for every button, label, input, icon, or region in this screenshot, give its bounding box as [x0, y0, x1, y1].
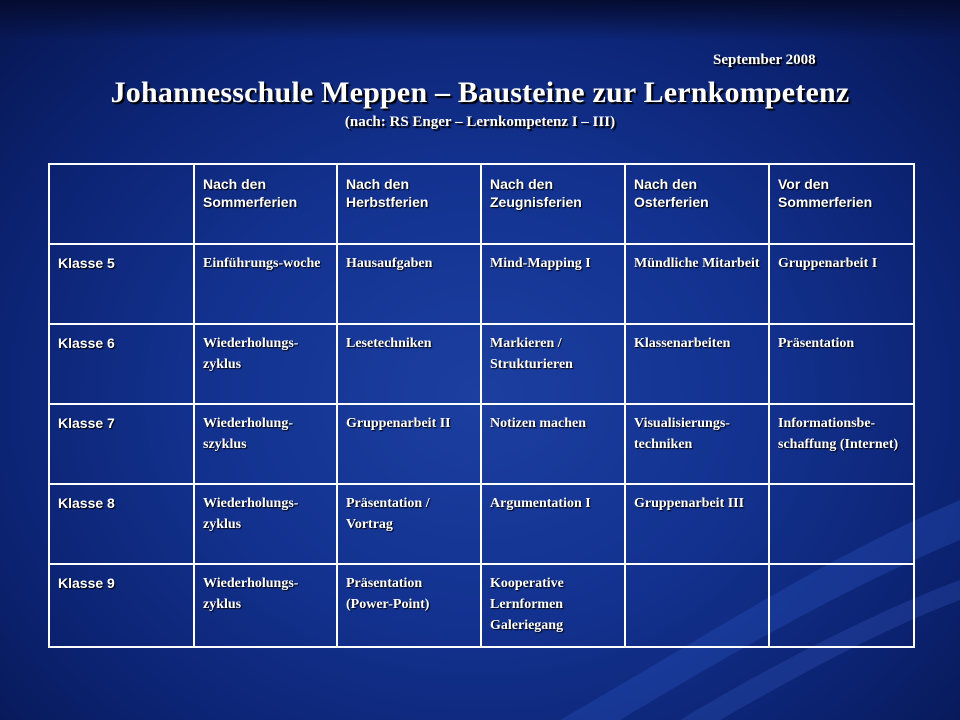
table-cell: Wiederholungs-zyklus	[194, 324, 337, 404]
table-row	[49, 244, 914, 324]
table-cell: Informationsbe-schaffung (Internet)	[769, 404, 914, 484]
table-cell: Wiederholungs-zyklus	[194, 484, 337, 564]
table-cell: Wiederholungs-zyklus	[194, 564, 337, 647]
table-cell: Visualisierungs-techniken	[625, 404, 769, 484]
table-cell	[625, 564, 769, 647]
table-row	[49, 484, 914, 564]
table-cell: Notizen machen	[481, 404, 625, 484]
header-cell-corner	[49, 164, 194, 244]
slide-title: Johannesschule Meppen – Bausteine zur Lernkompetenz	[110, 76, 850, 109]
table-header-row	[49, 164, 914, 244]
table-cell: Präsentation	[769, 324, 914, 404]
table-cell: Gruppenarbeit III	[625, 484, 769, 564]
table-cell: Lesetechniken	[337, 324, 481, 404]
slide-subtitle: (nach: RS Enger – Lernkompetenz I – III)	[344, 114, 616, 130]
table-row	[49, 324, 914, 404]
header-cell: Nach den Sommerferien	[194, 164, 337, 244]
row-label: Klasse 7	[49, 404, 194, 484]
table-cell: Argumentation I	[481, 484, 625, 564]
table-cell: Mündliche Mitarbeit	[625, 244, 769, 324]
row-label: Klasse 8	[49, 484, 194, 564]
table-cell: Gruppenarbeit II	[337, 404, 481, 484]
slide-date: September 2008	[713, 52, 816, 68]
header-cell: Nach den Herbstferien	[337, 164, 481, 244]
table-cell: Wiederholung-szyklus	[194, 404, 337, 484]
table-row	[49, 404, 914, 484]
row-label: Klasse 5	[49, 244, 194, 324]
table-cell: Gruppenarbeit I	[769, 244, 914, 324]
table-cell: Hausaufgaben	[337, 244, 481, 324]
table-cell: Kooperative Lernformen Galeriegang	[481, 564, 625, 647]
table-cell: Klassenarbeiten	[625, 324, 769, 404]
lernkompetenz-table	[48, 163, 915, 648]
table-cell: Präsentation / Vortrag	[337, 484, 481, 564]
top-shade	[0, 0, 960, 40]
header-cell: Nach den Osterferien	[625, 164, 769, 244]
row-label: Klasse 6	[49, 324, 194, 404]
table-cell	[769, 564, 914, 647]
header-cell: Vor den Sommerferien	[769, 164, 914, 244]
table-cell: Mind-Mapping I	[481, 244, 625, 324]
table-cell: Einführungs-woche	[194, 244, 337, 324]
header-cell: Nach den Zeugnisferien	[481, 164, 625, 244]
table-cell	[769, 484, 914, 564]
table-cell: Markieren / Strukturieren	[481, 324, 625, 404]
table-cell: Präsentation (Power-Point)	[337, 564, 481, 647]
row-label: Klasse 9	[49, 564, 194, 647]
table-row	[49, 564, 914, 647]
